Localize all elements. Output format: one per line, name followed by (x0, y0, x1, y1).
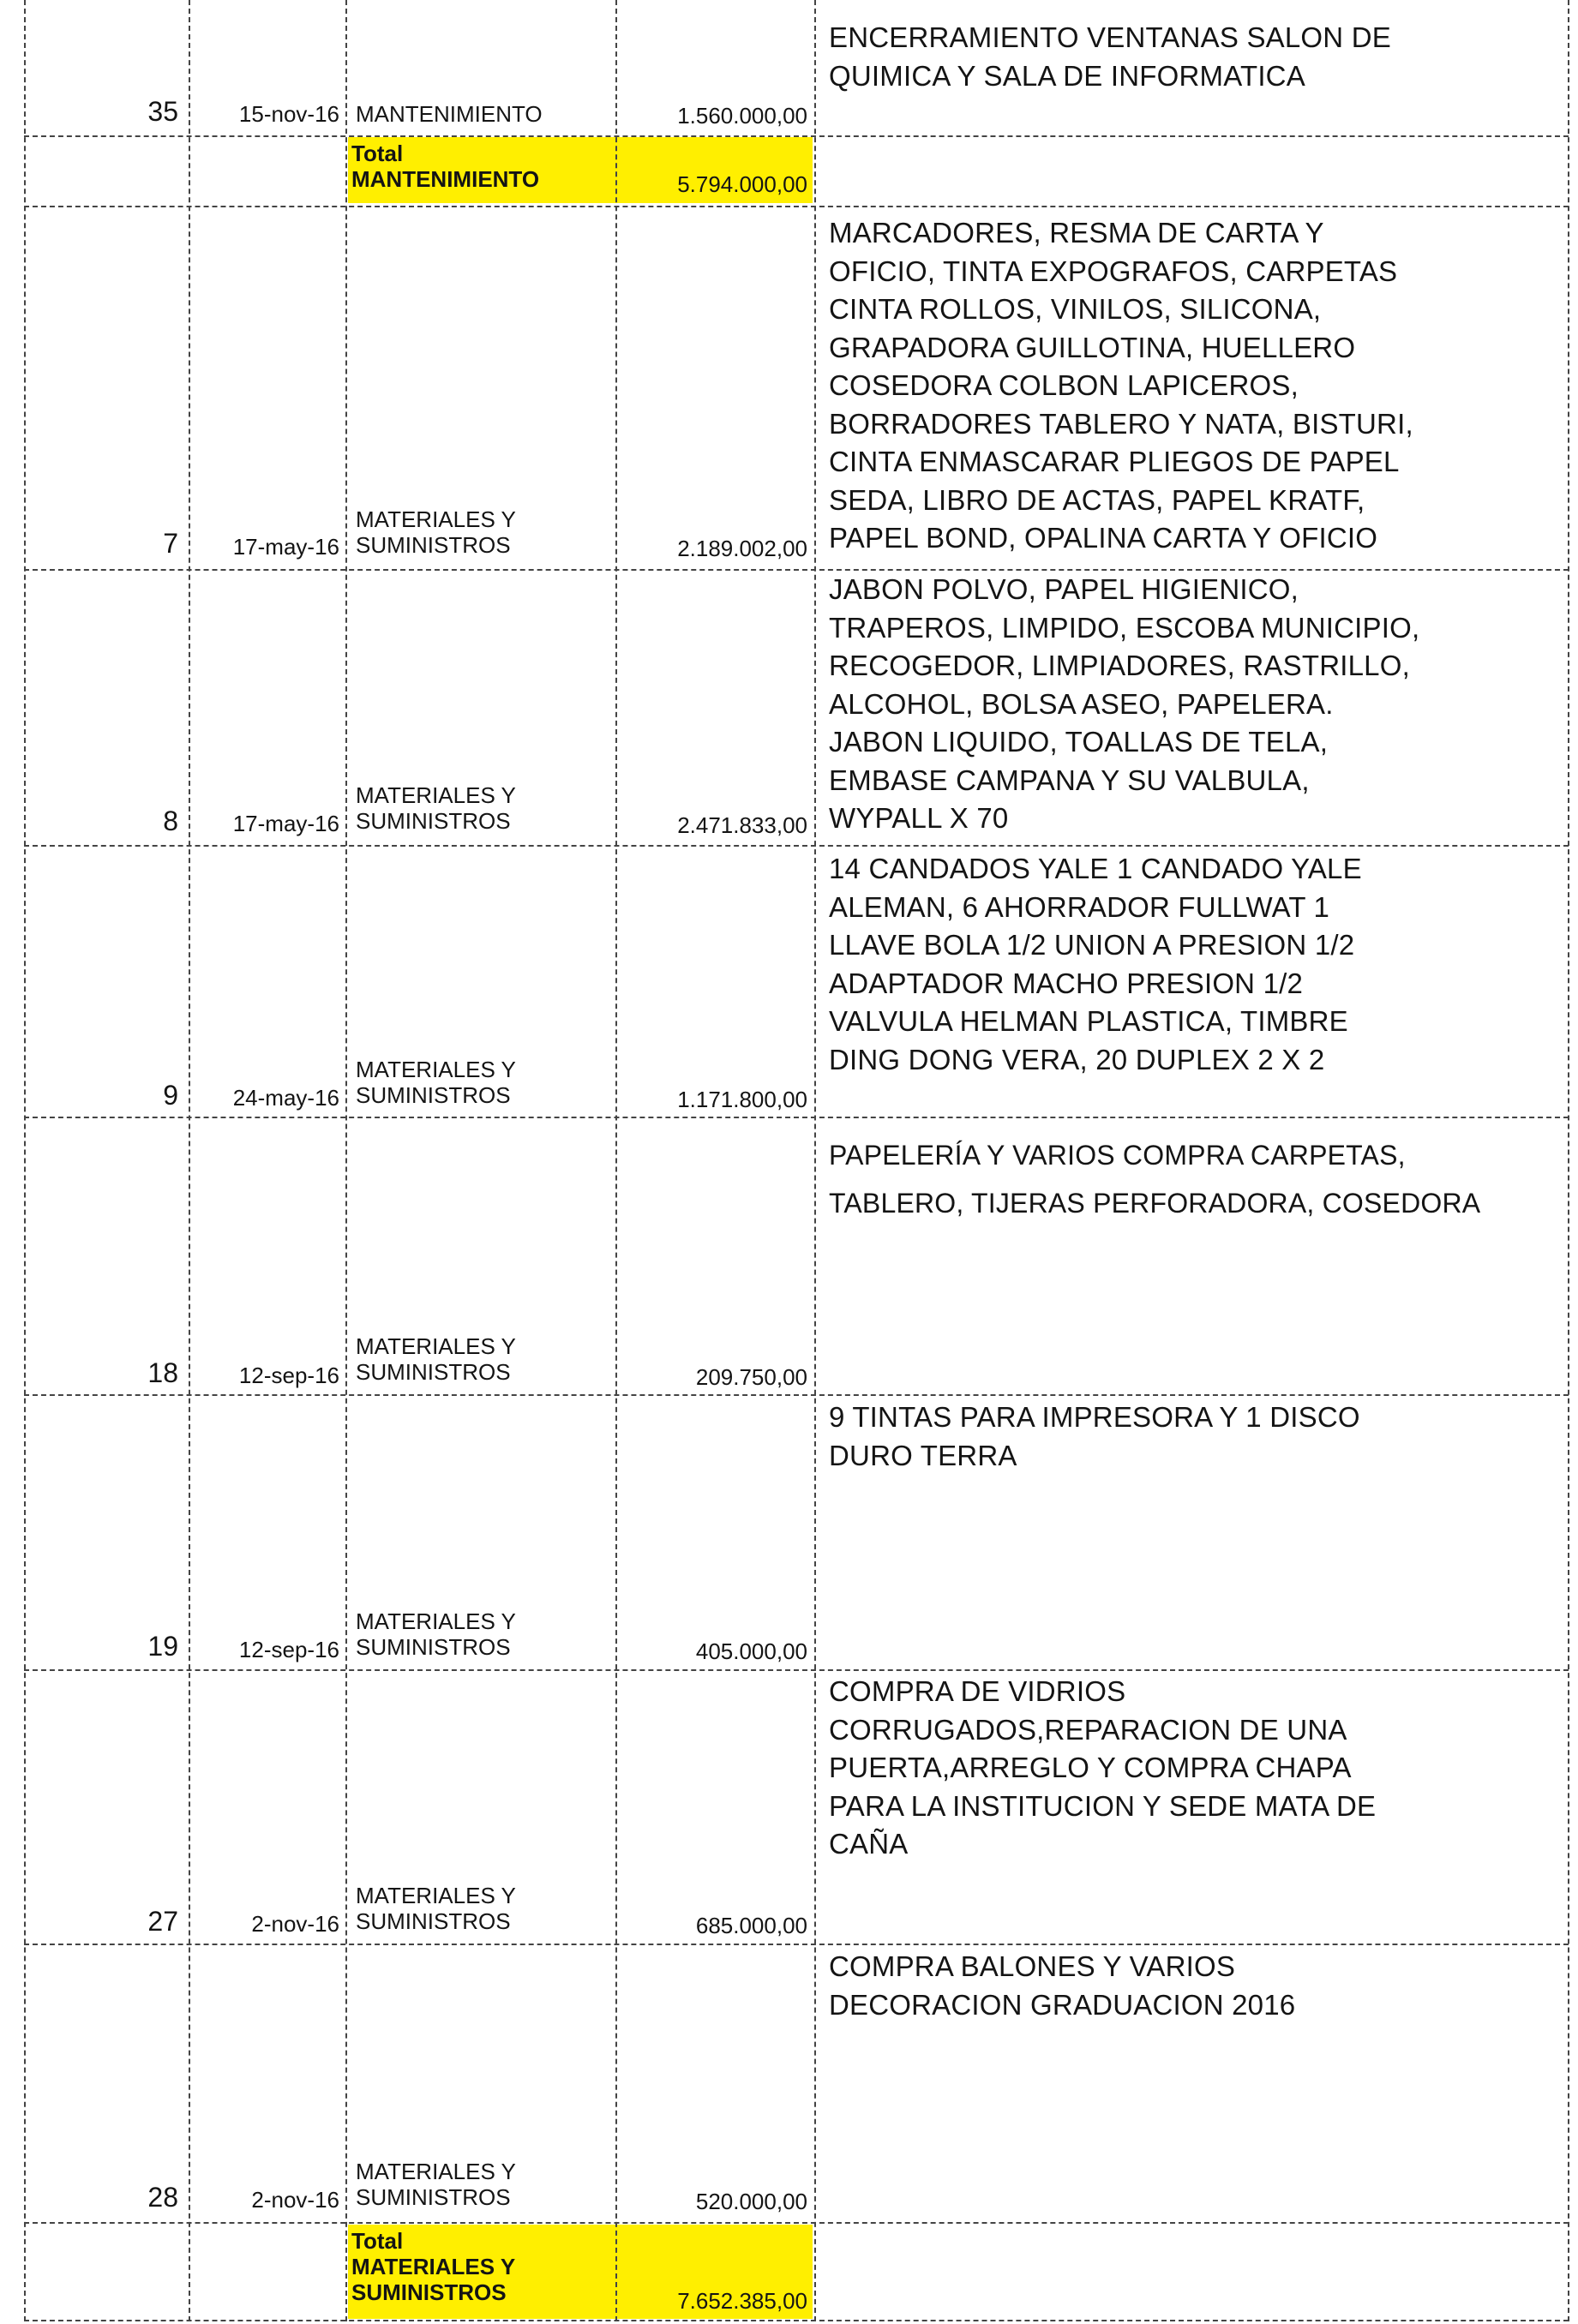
total-label: Total MANTENIMIENTO (351, 141, 540, 192)
row-amount: 1.560.000,00 (677, 103, 807, 129)
row-description: 14 CANDADOS YALE 1 CANDADO YALE ALEMAN, 6 AHORRADOR FULLWAT 1 LLAVE BOLA 1/2 UNION A PRESION 1/2 ADAPTADOR MACHO PRESION 1/2 VALVULA HELMAN PLASTICA, TIMBRE DING DONG VERA, 20 DUPLEX 2 X 2 (829, 853, 1362, 1075)
row-category: MANTENIMIENTO (356, 101, 543, 127)
row-amount: 685.000,00 (695, 1913, 807, 1938)
row-category: MATERIALES Y SUMINISTROS (356, 1057, 516, 1108)
row-number: 27 (147, 1906, 178, 1937)
row-amount: 520.000,00 (695, 2189, 807, 2214)
row-amount: 405.000,00 (695, 1638, 807, 1664)
row-divider (24, 1117, 1569, 1118)
row-divider (24, 1394, 1569, 1396)
row-divider (24, 206, 1569, 207)
column-divider (189, 0, 190, 2321)
row-divider (24, 2222, 1569, 2224)
row-divider (24, 135, 1569, 137)
row-number: 8 (163, 806, 178, 836)
row-category: MATERIALES Y SUMINISTROS (356, 2159, 516, 2210)
row-description: JABON POLVO, PAPEL HIGIENICO, TRAPEROS, LIMPIDO, ESCOBA MUNICIPIO, RECOGEDOR, LIMPIADORES, RASTRILLO, ALCOHOL, BOLSA ASEO, PAPELERA. JABON LIQUIDO, TOALLAS DE TELA, EMBASE CAMPANA Y SU VALBULA, WYPALL X 70 (829, 573, 1420, 834)
row-number: 7 (163, 528, 178, 559)
row-number: 18 (147, 1357, 178, 1388)
row-date: 17-may-16 (232, 534, 339, 560)
row-amount: 2.189.002,00 (677, 536, 807, 561)
total-label: Total MATERIALES Y SUMINISTROS (351, 2228, 516, 2305)
row-description: COMPRA BALONES Y VARIOS DECORACION GRADUACION 2016 (829, 1950, 1296, 2021)
row-category: MATERIALES Y SUMINISTROS (356, 506, 516, 558)
row-number: 19 (147, 1631, 178, 1662)
row-divider (24, 1669, 1569, 1671)
column-divider (814, 0, 816, 2321)
row-amount: 209.750,00 (695, 1364, 807, 1390)
row-description: MARCADORES, RESMA DE CARTA Y OFICIO, TINTA EXPOGRAFOS, CARPETAS CINTA ROLLOS, VINILOS, SILICONA, GRAPADORA GUILLOTINA, HUELLERO COSEDORA COLBON LAPICEROS, BORRADORES TABLERO Y NATA, BISTURI, CINTA ENMASCARAR PLIEGOS DE PAPEL SEDA, LIBRO DE ACTAS, PAPEL KRATF, PAPEL BOND, OPALINA CARTA Y OFICIO (829, 217, 1413, 554)
total-amount: 7.652.385,00 (677, 2288, 807, 2314)
row-number: 35 (147, 96, 178, 127)
row-description: ENCERRAMIENTO VENTANAS SALON DE QUIMICA Y SALA DE INFORMATICA (829, 21, 1391, 92)
row-amount: 1.171.800,00 (677, 1087, 807, 1112)
row-number: 28 (147, 2182, 178, 2213)
row-date: 2-nov-16 (251, 1911, 339, 1937)
row-amount: 2.471.833,00 (677, 812, 807, 838)
row-date: 12-sep-16 (238, 1637, 339, 1662)
row-date: 12-sep-16 (238, 1363, 339, 1388)
row-date: 17-may-16 (232, 811, 339, 836)
row-number: 9 (163, 1080, 178, 1111)
row-category: MATERIALES Y SUMINISTROS (356, 1883, 516, 1934)
row-date: 15-nov-16 (238, 101, 339, 127)
row-category: MATERIALES Y SUMINISTROS (356, 782, 516, 834)
row-divider (24, 845, 1569, 847)
row-description: 9 TINTAS PARA IMPRESORA Y 1 DISCO DURO TERRA (829, 1401, 1360, 1471)
row-divider (24, 2320, 1569, 2321)
row-description: PAPELERÍA Y VARIOS COMPRA CARPETAS, TABLERO, TIJERAS PERFORADORA, COSEDORA (829, 1140, 1481, 1219)
row-divider (24, 1944, 1569, 1945)
column-divider (1568, 0, 1569, 2321)
column-divider (24, 0, 26, 2321)
row-category: MATERIALES Y SUMINISTROS (356, 1333, 516, 1385)
column-divider (345, 0, 347, 2321)
row-description: COMPRA DE VIDRIOS CORRUGADOS,REPARACION DE UNA PUERTA,ARREGLO Y COMPRA CHAPA PARA LA INSTITUCION Y SEDE MATA DE CAÑA (829, 1675, 1377, 1860)
total-amount: 5.794.000,00 (677, 171, 807, 197)
row-category: MATERIALES Y SUMINISTROS (356, 1608, 516, 1660)
column-divider (615, 0, 617, 2321)
row-date: 2-nov-16 (251, 2187, 339, 2213)
row-date: 24-may-16 (232, 1085, 339, 1111)
